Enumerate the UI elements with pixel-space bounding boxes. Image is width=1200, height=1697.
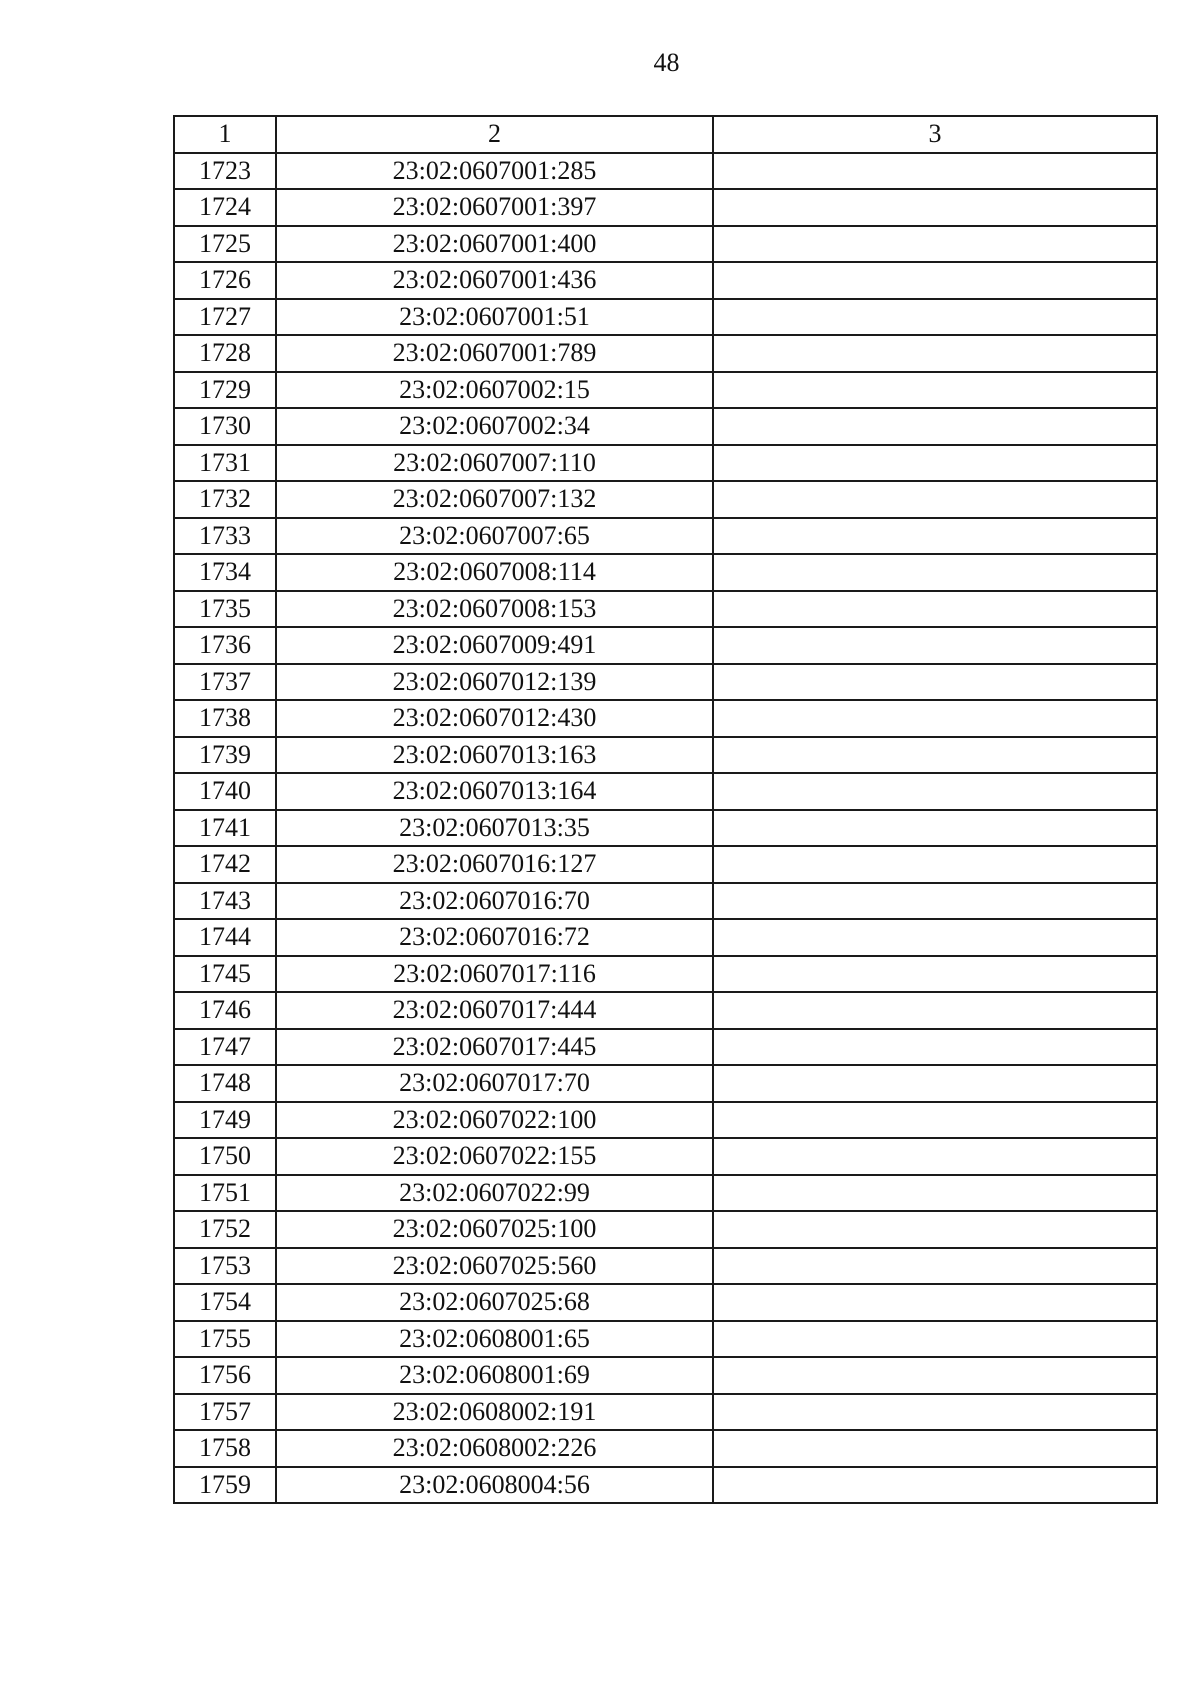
row-number-cell: 1732 (174, 481, 276, 518)
cadastral-number-cell: 23:02:0607017:116 (276, 956, 713, 993)
cadastral-number-cell: 23:02:0607009:491 (276, 627, 713, 664)
row-number-cell: 1752 (174, 1211, 276, 1248)
row-number-cell: 1755 (174, 1321, 276, 1358)
row-number-cell: 1757 (174, 1394, 276, 1431)
row-number-cell: 1740 (174, 773, 276, 810)
cadastral-number-cell: 23:02:0607025:560 (276, 1248, 713, 1285)
table-row (174, 335, 1157, 372)
cadastral-number-cell: 23:02:0607013:164 (276, 773, 713, 810)
table-row (174, 299, 1157, 336)
note-cell (713, 1175, 1157, 1212)
row-number-cell: 1727 (174, 299, 276, 336)
row-number-cell: 1729 (174, 372, 276, 409)
table-row (174, 1248, 1157, 1285)
row-number-cell: 1730 (174, 408, 276, 445)
row-number-cell: 1725 (174, 226, 276, 263)
table-row (174, 226, 1157, 263)
row-number-cell: 1741 (174, 810, 276, 847)
cadastral-number-cell: 23:02:0607002:34 (276, 408, 713, 445)
row-number-cell: 1739 (174, 737, 276, 774)
cadastral-number-cell: 23:02:0607007:132 (276, 481, 713, 518)
cadastral-number-cell: 23:02:0607022:100 (276, 1102, 713, 1139)
cadastral-number-cell: 23:02:0607012:430 (276, 700, 713, 737)
note-cell (713, 1394, 1157, 1431)
cadastral-number-cell: 23:02:0607017:444 (276, 992, 713, 1029)
note-cell (713, 1321, 1157, 1358)
note-cell (713, 262, 1157, 299)
note-cell (713, 992, 1157, 1029)
header-cell-2: 2 (276, 116, 713, 153)
cadastral-number-cell: 23:02:0608004:56 (276, 1467, 713, 1504)
note-cell (713, 189, 1157, 226)
row-number-cell: 1734 (174, 554, 276, 591)
table-row (174, 664, 1157, 701)
row-number-cell: 1733 (174, 518, 276, 555)
row-number-cell: 1738 (174, 700, 276, 737)
table-row (174, 810, 1157, 847)
note-cell (713, 1211, 1157, 1248)
cadastral-number-cell: 23:02:0608002:226 (276, 1430, 713, 1467)
note-cell (713, 773, 1157, 810)
note-cell (713, 846, 1157, 883)
cadastral-number-cell: 23:02:0607016:72 (276, 919, 713, 956)
note-cell (713, 408, 1157, 445)
row-number-cell: 1751 (174, 1175, 276, 1212)
note-cell (713, 956, 1157, 993)
note-cell (713, 372, 1157, 409)
table-row (174, 883, 1157, 920)
cadastral-number-cell: 23:02:0607008:153 (276, 591, 713, 628)
header-cell-3: 3 (713, 116, 1157, 153)
table-row (174, 1467, 1157, 1504)
row-number-cell: 1735 (174, 591, 276, 628)
row-number-cell: 1759 (174, 1467, 276, 1504)
note-cell (713, 1138, 1157, 1175)
note-cell (713, 919, 1157, 956)
cadastral-number-cell: 23:02:0607013:163 (276, 737, 713, 774)
cadastral-number-cell: 23:02:0607025:100 (276, 1211, 713, 1248)
table-row (174, 627, 1157, 664)
cadastral-number-cell: 23:02:0607007:110 (276, 445, 713, 482)
row-number-cell: 1731 (174, 445, 276, 482)
note-cell (713, 810, 1157, 847)
table-row (174, 445, 1157, 482)
note-cell (713, 883, 1157, 920)
row-number-cell: 1723 (174, 153, 276, 190)
table-row (174, 1430, 1157, 1467)
note-cell (713, 1029, 1157, 1066)
row-number-cell: 1758 (174, 1430, 276, 1467)
table-row (174, 518, 1157, 555)
table-row (174, 992, 1157, 1029)
table-row (174, 700, 1157, 737)
cadastral-number-cell: 23:02:0607025:68 (276, 1284, 713, 1321)
table-row (174, 1284, 1157, 1321)
page-number: 48 (653, 48, 680, 77)
note-cell (713, 335, 1157, 372)
table-row (174, 846, 1157, 883)
cadastral-number-cell: 23:02:0607002:15 (276, 372, 713, 409)
cadastral-number-cell: 23:02:0607016:127 (276, 846, 713, 883)
table-row (174, 919, 1157, 956)
cadastral-number-cell: 23:02:0608002:191 (276, 1394, 713, 1431)
table-row (174, 481, 1157, 518)
table-row (174, 956, 1157, 993)
row-number-cell: 1750 (174, 1138, 276, 1175)
row-number-cell: 1749 (174, 1102, 276, 1139)
note-cell (713, 591, 1157, 628)
register-table (173, 115, 1158, 1504)
cadastral-number-cell: 23:02:0607022:155 (276, 1138, 713, 1175)
table-row (174, 262, 1157, 299)
row-number-cell: 1745 (174, 956, 276, 993)
row-number-cell: 1754 (174, 1284, 276, 1321)
note-cell (713, 1467, 1157, 1504)
table-row (174, 1394, 1157, 1431)
cadastral-number-cell: 23:02:0607017:70 (276, 1065, 713, 1102)
note-cell (713, 518, 1157, 555)
table-row (174, 1357, 1157, 1394)
cadastral-number-cell: 23:02:0607008:114 (276, 554, 713, 591)
cadastral-number-cell: 23:02:0607007:65 (276, 518, 713, 555)
note-cell (713, 1284, 1157, 1321)
cadastral-number-cell: 23:02:0607001:285 (276, 153, 713, 190)
cadastral-number-cell: 23:02:0608001:69 (276, 1357, 713, 1394)
table-row (174, 773, 1157, 810)
note-cell (713, 226, 1157, 263)
note-cell (713, 627, 1157, 664)
row-number-cell: 1746 (174, 992, 276, 1029)
cadastral-number-cell: 23:02:0608001:65 (276, 1321, 713, 1358)
note-cell (713, 554, 1157, 591)
note-cell (713, 1248, 1157, 1285)
row-number-cell: 1756 (174, 1357, 276, 1394)
row-number-cell: 1753 (174, 1248, 276, 1285)
note-cell (713, 1357, 1157, 1394)
cadastral-number-cell: 23:02:0607001:397 (276, 189, 713, 226)
note-cell (713, 1065, 1157, 1102)
table-row (174, 1138, 1157, 1175)
table-row (174, 1029, 1157, 1066)
table-row (174, 372, 1157, 409)
note-cell (713, 445, 1157, 482)
table-header-row (174, 116, 1157, 153)
note-cell (713, 664, 1157, 701)
cadastral-number-cell: 23:02:0607012:139 (276, 664, 713, 701)
row-number-cell: 1748 (174, 1065, 276, 1102)
cadastral-number-cell: 23:02:0607001:400 (276, 226, 713, 263)
cadastral-number-cell: 23:02:0607013:35 (276, 810, 713, 847)
row-number-cell: 1743 (174, 883, 276, 920)
note-cell (713, 1430, 1157, 1467)
row-number-cell: 1728 (174, 335, 276, 372)
table-row (174, 189, 1157, 226)
cadastral-number-cell: 23:02:0607001:51 (276, 299, 713, 336)
table-row (174, 408, 1157, 445)
cadastral-number-cell: 23:02:0607001:436 (276, 262, 713, 299)
table-row (174, 554, 1157, 591)
note-cell (713, 153, 1157, 190)
table-row (174, 737, 1157, 774)
row-number-cell: 1724 (174, 189, 276, 226)
table-row (174, 1065, 1157, 1102)
row-number-cell: 1744 (174, 919, 276, 956)
note-cell (713, 700, 1157, 737)
note-cell (713, 737, 1157, 774)
cadastral-number-cell: 23:02:0607022:99 (276, 1175, 713, 1212)
table-row (174, 153, 1157, 190)
header-cell-1: 1 (174, 116, 276, 153)
note-cell (713, 299, 1157, 336)
row-number-cell: 1736 (174, 627, 276, 664)
table-row (174, 1102, 1157, 1139)
table-row (174, 1211, 1157, 1248)
row-number-cell: 1747 (174, 1029, 276, 1066)
cadastral-number-cell: 23:02:0607017:445 (276, 1029, 713, 1066)
cadastral-number-cell: 23:02:0607001:789 (276, 335, 713, 372)
table-body (174, 116, 1157, 1503)
note-cell (713, 1102, 1157, 1139)
cadastral-number-cell: 23:02:0607016:70 (276, 883, 713, 920)
note-cell (713, 481, 1157, 518)
table-row (174, 1321, 1157, 1358)
row-number-cell: 1742 (174, 846, 276, 883)
row-number-cell: 1737 (174, 664, 276, 701)
table-row (174, 591, 1157, 628)
table-row (174, 1175, 1157, 1212)
row-number-cell: 1726 (174, 262, 276, 299)
